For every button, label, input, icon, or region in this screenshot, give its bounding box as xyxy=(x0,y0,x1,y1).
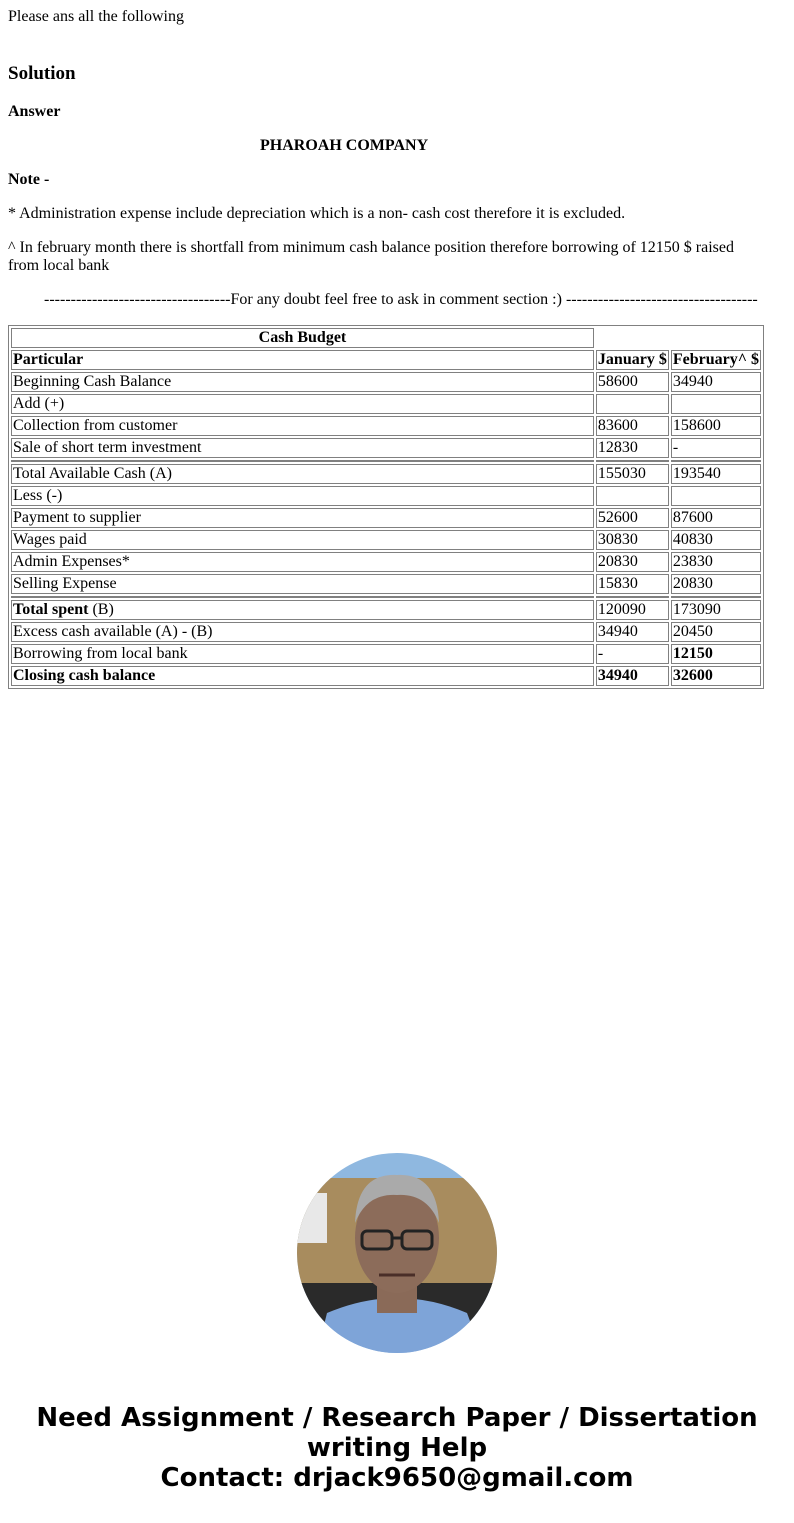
january-value: 30830 xyxy=(596,530,669,550)
february-value: 87600 xyxy=(671,508,761,528)
table-row xyxy=(11,508,761,528)
row-label: Borrowing from local bank xyxy=(11,644,594,664)
separator xyxy=(671,460,761,462)
january-value: 120090 xyxy=(596,600,669,620)
february-value: 12150 xyxy=(671,644,761,664)
solution-heading: Solution xyxy=(8,63,76,84)
february-value: 20450 xyxy=(671,622,761,642)
row-label: Sale of short term investment xyxy=(11,438,594,458)
february-value xyxy=(671,394,761,414)
table-row xyxy=(11,530,761,550)
january-value: 20830 xyxy=(596,552,669,572)
footer-contact: Contact: drjack9650@gmail.com xyxy=(160,1463,634,1493)
row-label xyxy=(11,600,594,620)
note-2: ^ In february month there is shortfall from minimum cash balance position therefore borrowing of 12150 $ raised from local bank xyxy=(8,239,734,274)
january-value: 155030 xyxy=(596,464,669,484)
february-value: - xyxy=(671,438,761,458)
header-particular: Particular xyxy=(11,350,594,370)
row-label: Closing cash balance xyxy=(11,666,594,686)
january-value: 34940 xyxy=(596,666,669,686)
separator xyxy=(596,596,669,598)
table-row xyxy=(11,416,761,436)
january-value: 15830 xyxy=(596,574,669,594)
company-name: PHAROAH COMPANY xyxy=(260,137,429,154)
doubt-line: -----------------------------------For any doubt feel free to ask in comment section :) ------------------------------------ xyxy=(44,291,758,308)
separator xyxy=(11,596,594,598)
header-january: January $ xyxy=(597,351,667,368)
table-row xyxy=(11,574,761,594)
january-value: 34940 xyxy=(596,622,669,642)
row-label: Collection from customer xyxy=(11,416,594,436)
separator xyxy=(596,460,669,462)
row-label: Add (+) xyxy=(11,394,594,414)
january-value: 58600 xyxy=(596,372,669,392)
table-row xyxy=(11,622,761,642)
february-value: 40830 xyxy=(671,530,761,550)
empty-cell xyxy=(596,328,761,348)
row-label-bold: Total spent xyxy=(13,601,89,618)
table-title: Cash Budget xyxy=(11,328,594,348)
question-text: Please ans all the following xyxy=(8,8,184,25)
february-value: 23830 xyxy=(671,552,761,572)
row-label: Total Available Cash (A) xyxy=(11,464,594,484)
note-1: * Administration expense include depreciation which is a non- cash cost therefore it is excluded. xyxy=(8,205,626,222)
table-row xyxy=(11,600,761,620)
row-label-rest: (B) xyxy=(88,601,114,618)
february-value: 20830 xyxy=(671,574,761,594)
table-row xyxy=(11,394,761,414)
february-value xyxy=(671,486,761,506)
table-row xyxy=(11,464,761,484)
row-label: Less (-) xyxy=(11,486,594,506)
note-label: Note - xyxy=(8,171,50,188)
january-value: 83600 xyxy=(596,416,669,436)
row-label: Excess cash available (A) - (B) xyxy=(11,622,594,642)
row-label: Payment to supplier xyxy=(11,508,594,528)
table-row xyxy=(11,486,761,506)
january-value xyxy=(596,394,669,414)
row-label: Beginning Cash Balance xyxy=(11,372,594,392)
january-value: 52600 xyxy=(596,508,669,528)
footer-line-1: Need Assignment / Research Paper / Dissertation writing Help xyxy=(36,1403,758,1463)
february-value: 193540 xyxy=(671,464,761,484)
row-label: Admin Expenses* xyxy=(11,552,594,572)
header-february: February^ $ xyxy=(672,351,759,368)
february-value: 158600 xyxy=(671,416,761,436)
january-value: 12830 xyxy=(596,438,669,458)
table-row xyxy=(11,372,761,392)
separator xyxy=(671,596,761,598)
separator xyxy=(11,460,594,462)
january-value xyxy=(596,486,669,506)
february-value: 34940 xyxy=(671,372,761,392)
row-label: Wages paid xyxy=(11,530,594,550)
january-value: - xyxy=(596,644,669,664)
footer-ad xyxy=(0,1403,794,1493)
author-photo xyxy=(297,1153,497,1353)
table-row xyxy=(11,552,761,572)
february-value: 32600 xyxy=(671,666,761,686)
table-row xyxy=(11,438,761,458)
table-row xyxy=(11,666,761,686)
row-label: Selling Expense xyxy=(11,574,594,594)
answer-label: Answer xyxy=(8,103,61,120)
cash-budget-table xyxy=(8,325,764,689)
table-row xyxy=(11,644,761,664)
february-value: 173090 xyxy=(671,600,761,620)
